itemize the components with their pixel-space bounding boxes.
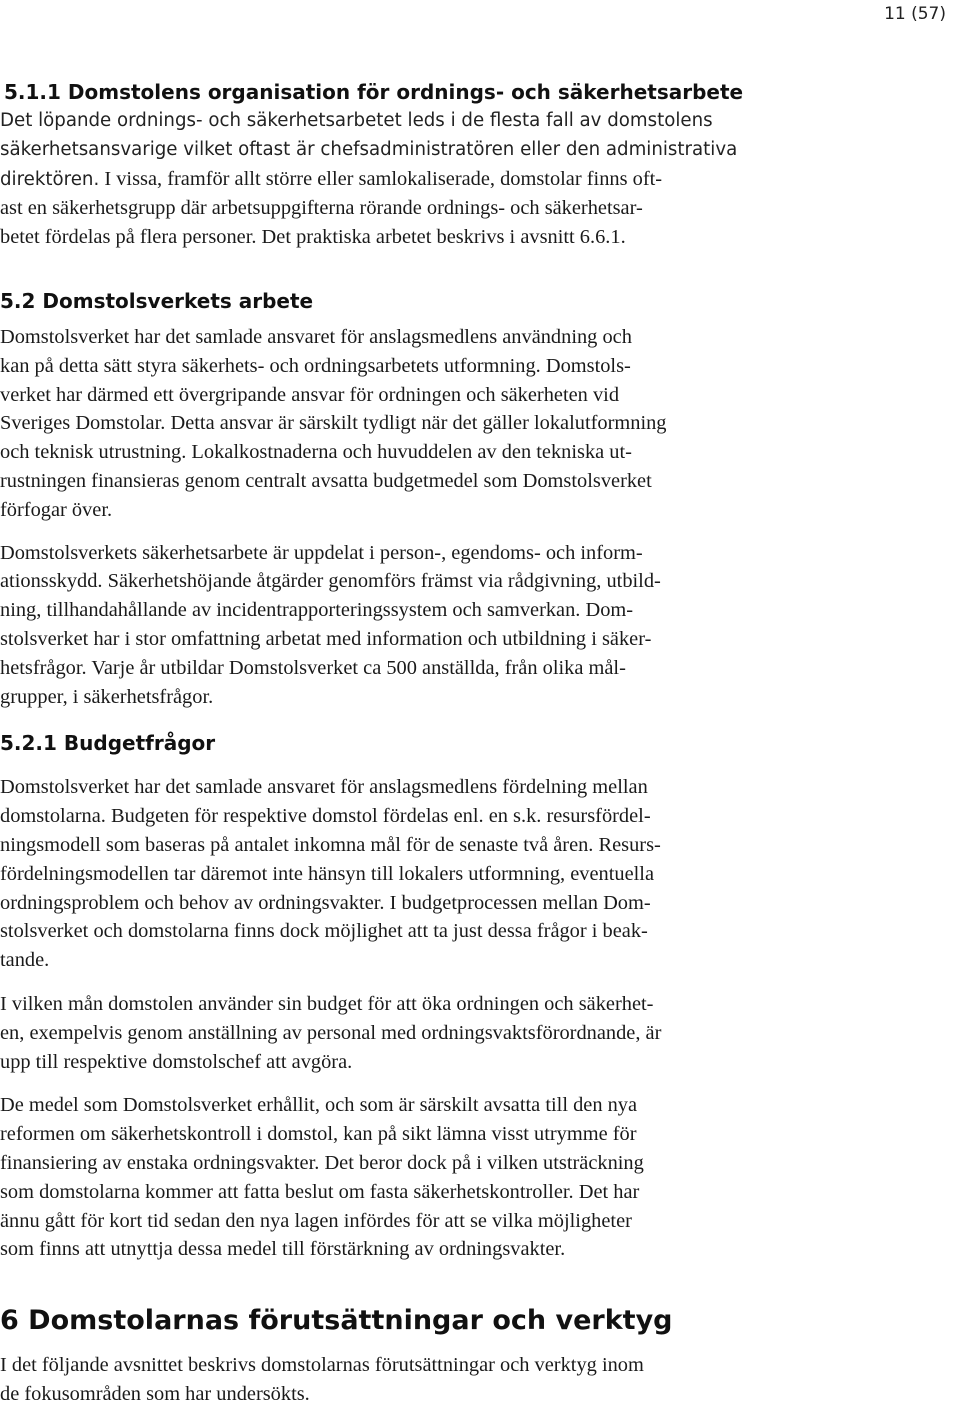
text-line [0, 165, 806, 195]
text-line: ordningsproblem och behov av ordningsvakter. I budgetprocessen mellan Dom- [0, 891, 651, 914]
text-line: grupper, i säkerhetsfrågor. [0, 685, 214, 708]
text-line: förfogar över. [0, 498, 113, 521]
text-line: upp till respektive domstolschef att avgöra. [0, 1050, 353, 1073]
text-line: finansiering av enstaka ordningsvakter. Det beror dock på i vilken utsträckning [0, 1151, 644, 1174]
text-line: ationsskydd. Säkerhetshöjande åtgärder genomförs främst via rådgivning, utbild- [0, 570, 661, 593]
text-line: fördelningsmodellen tar däremot inte hänsyn till lokalers utformning, eventuella [0, 862, 655, 885]
text-line: som finns att utnyttja dessa medel till förstärkning av ordningsvakter. [0, 1238, 566, 1261]
paragraph-5-2-1-third [0, 1091, 806, 1264]
paragraph-5-2-1-first [0, 773, 806, 975]
text-line: domstolarna. Budgeten för respektive domstol fördelas enl. en s.k. resursfördel- [0, 805, 651, 828]
text-line: Domstolsverket har det samlade ansvaret för anslagsmedlens användning och [0, 325, 632, 348]
text-line: betet fördelas på flera personer. Det praktiska arbetet beskrivs i avsnitt 6.6.1. [0, 226, 626, 249]
text-line: hetsfrågor. Varje år utbildar Domstolsverket ca 500 anställda, från olika mål- [0, 656, 626, 679]
text-line: I det följande avsnittet beskrivs domstolarnas förutsättningar och verktyg inom [0, 1354, 644, 1377]
section-heading-5-2: 5.2 Domstolsverkets arbete [0, 288, 314, 313]
text-line: ning, tillhandahållande av incidentrapporteringssystem och samverkan. Dom- [0, 599, 634, 622]
text-line: tande. [0, 949, 50, 972]
text-line: reformen om säkerhetskontroll i domstol, kan på sikt lämna visst utrymme för [0, 1123, 637, 1146]
text-line: stolsverket och domstolarna finns dock möjlighet att ta just dessa frågor i beak- [0, 920, 648, 943]
text-line: som domstolarna kommer att fatta beslut om fasta säkerhetskontroller. Det har [0, 1180, 640, 1203]
paragraph-5-2-second [0, 539, 806, 712]
text-line: stolsverket har i stor omfattning arbetat med information och utbildning i säker- [0, 627, 652, 650]
text-line: Det löpande ordnings- och säkerhetsarbetet leds i de flesta fall av domstolens [0, 110, 713, 131]
text-line: Sveriges Domstolar. Detta ansvar är särskilt tydligt när det gäller lokalutformning [0, 412, 667, 435]
paragraph-5-1-1 [0, 107, 806, 252]
chapter-heading-6: 6 Domstolarnas förutsättningar och verktyg [0, 1305, 673, 1337]
text-line: ännu gått för kort tid sedan den nya lagen infördes för att se vilka möjligheter [0, 1209, 632, 1232]
section-heading-5-2-1: 5.2.1 Budgetfrågor [0, 731, 216, 756]
text-line: De medel som Domstolsverket erhållit, och som är särskilt avsatta till den nya [0, 1094, 638, 1117]
text-line: Domstolsverket har det samlade ansvaret för anslagsmedlens fördelning mellan [0, 776, 648, 799]
text-line: och teknisk utrustning. Lokalkostnaderna och huvuddelen av den tekniska ut- [0, 441, 632, 464]
text-line: Domstolsverkets säkerhetsarbete är uppdelat i person-, egendoms- och inform- [0, 541, 643, 564]
document-body [0, 78, 806, 1409]
text-line: de fokusområden som har undersökts. [0, 1382, 310, 1405]
text-line: verket har därmed ett övergripande ansvar för ordningen och säkerheten vid [0, 383, 620, 406]
paragraph-5-2-1-second [0, 990, 806, 1076]
section-heading-5-1-1: 5.1.1 Domstolens organisation för ordnings- och säkerhetsarbete [4, 80, 744, 104]
text-line: säkerhetsansvarige vilket oftast är chefsadministratören eller den administrativa [0, 138, 738, 160]
text-fragment: direktören. [0, 168, 100, 190]
text-fragment: I vissa, framför allt större eller samlokaliserade, domstolar finns oft- [99, 167, 663, 190]
text-line: I vilken mån domstolen använder sin budget för att öka ordningen och säkerhet- [0, 992, 654, 1015]
text-line: rustningen finansieras genom centralt avsatta budgetmedel som Domstolsverket [0, 469, 652, 492]
page-number: 11 (57) [884, 4, 946, 24]
paragraph-5-2-first [0, 323, 806, 525]
text-line: ast en säkerhetsgrupp där arbetsuppgifterna rörande ordnings- och säkerhetsar- [0, 197, 643, 220]
paragraph-6 [0, 1351, 806, 1409]
text-line: kan på detta sätt styra säkerhets- och ordningsarbetets utformning. Domstols- [0, 354, 631, 377]
text-line: en, exempelvis genom anställning av personal med ordningsvaktsförordnande, är [0, 1021, 662, 1044]
text-line: ningsmodell som baseras på antalet inkomna mål för de senaste två åren. Resurs- [0, 833, 661, 856]
